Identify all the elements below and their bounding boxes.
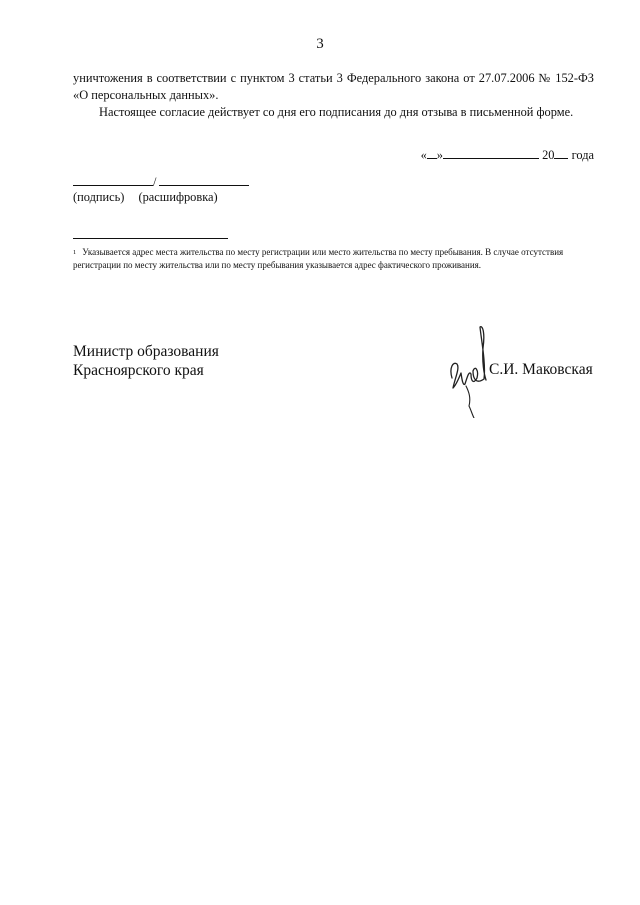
official-title-line-1: Министр образования bbox=[73, 343, 219, 360]
body-paragraph-2: Настоящее согласие действует со дня его подписания до дня отзыва в письменной форме. bbox=[99, 105, 574, 119]
official-name: С.И. Маковская bbox=[489, 361, 593, 378]
body-paragraph-1: уничтожения в соответствии с пунктом 3 статьи 3 Федерального закона от 27.07.2006 № 152-ФЗ «О персональных данных». bbox=[73, 71, 594, 102]
year-prefix: 20 bbox=[542, 148, 555, 162]
handwritten-signature-icon bbox=[444, 318, 494, 423]
signature-line bbox=[73, 173, 249, 190]
month-blank bbox=[443, 146, 539, 159]
date-open-quote: « bbox=[420, 148, 427, 162]
date-close-quote: » bbox=[436, 148, 443, 162]
footnote-marker: 1 bbox=[73, 249, 77, 256]
page-number: 3 bbox=[316, 36, 324, 52]
day-blank bbox=[427, 146, 437, 159]
year-suffix: года bbox=[571, 148, 594, 162]
decoding-blank bbox=[159, 173, 249, 186]
label-signature: (подпись) bbox=[73, 190, 125, 204]
official-title bbox=[73, 342, 219, 380]
footnote bbox=[73, 246, 594, 272]
signature-separator: / bbox=[153, 175, 157, 189]
year-blank bbox=[554, 146, 568, 159]
date-line bbox=[421, 146, 594, 163]
signature-labels bbox=[73, 190, 218, 205]
signature-blank bbox=[73, 173, 153, 186]
official-title-line-2: Красноярского края bbox=[73, 362, 204, 379]
footnote-rule bbox=[73, 238, 228, 239]
footnote-text: Указывается адрес места жительства по месту регистрации или место жительства по месту пребывания. В случае отсутствия регистрации по месту жительства или по месту пребывания указывается адрес фактического проживания. bbox=[73, 247, 564, 270]
label-decoding: (расшифровка) bbox=[138, 190, 218, 204]
